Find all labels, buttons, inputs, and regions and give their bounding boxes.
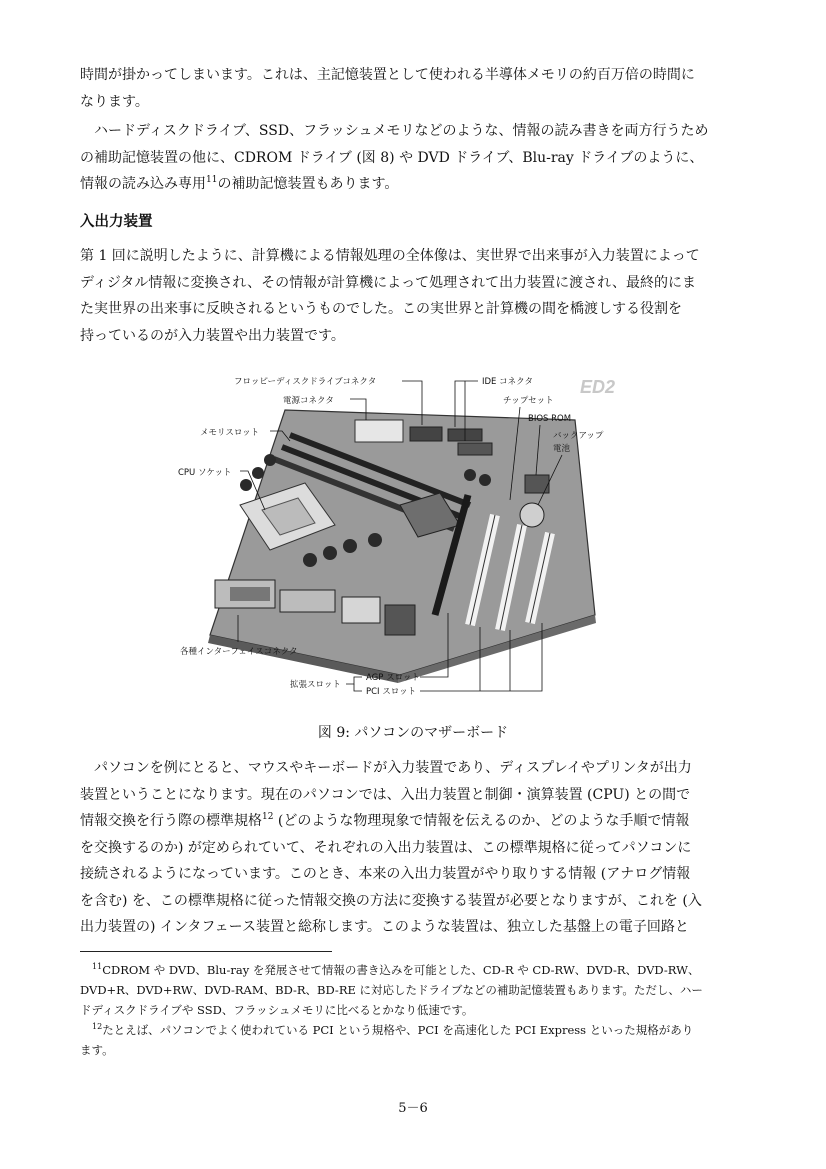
figure-caption: 図 9: パソコンのマザーボード (317, 725, 509, 741)
label-power: 電源コネクタ (283, 396, 334, 406)
label-backup-1: バックアップ (553, 431, 604, 441)
footnote-11: $^{11}$CDROM や DVD、Blu-ray を発展させて情報の書き込みを可能とした、CD-R や CD-RW、DVD-R、DVD-RW、 DVD+R、DVD+RW、DVD-RAM、BD-R、BD-RE に対応したドライブなどの補助記憶装置もあります。ただし、ハー ドディスクドライブや SSD、フラッシュメモリに比べるとかなり低速です。 (80, 962, 703, 1017)
logo: ED2 (580, 377, 616, 397)
label-cpu: CPU ソケット (178, 468, 232, 478)
power-connector (355, 420, 403, 442)
label-agp: AGP スロット (366, 673, 420, 683)
motherboard-figure (170, 365, 630, 705)
label-pci: PCI スロット (366, 687, 417, 697)
label-interface: 各種インターフェイスコネクタ (180, 647, 298, 657)
footnote-ref-11: 11 (206, 175, 218, 185)
page-number: 5－6 (398, 1101, 428, 1116)
label-bios: BIOS ROM (528, 414, 572, 424)
paragraph-2: ハードディスクドライブ、SSD、フラッシュメモリなどのような、情報の読み書きを両方行うため の補助記憶装置の他に、CDROM ドライブ (図 8) や DVD ドライブ、Blu-ray ドライブのように、 情報の読み込み専用$^{11}$の補助記憶装置もあります。 (80, 123, 709, 192)
label-backup-2: 電池 (553, 444, 571, 454)
label-ide: IDE コネクタ (482, 377, 533, 387)
label-memory: メモリスロット (200, 428, 260, 438)
paragraph-1: 時間が掛かってしまいます。これは、主記憶装置として使われる半導体メモリの約百万倍の時間に なります。 (80, 67, 695, 110)
paragraph-3: 第 1 回に説明したように、計算機による情報処理の全体像は、実世界で出来事が入力装置によって ディジタル情報に変換され、その情報が計算機によって処理されて出力装置に渡され、最終的にま た実世界の出来事に反映されるというものでした。この実世界と計算機の間を橋渡しする役割を 持っているのが入力装置や出力装置です。 (80, 248, 700, 344)
ide-connector-2 (458, 443, 492, 455)
floppy-connector (410, 427, 442, 441)
footnote-12: $^{12}$たとえば、パソコンでよく使われている PCI という規格や、PCI を高速化した PCI Express といった規格があり ます。 (80, 1022, 694, 1057)
label-chipset: チップセット (503, 396, 554, 406)
footnote-ref-12: 12 (262, 812, 274, 822)
label-floppy: フロッピーディスクドライブコネクタ (234, 377, 377, 387)
motherboard-diagram (170, 365, 630, 705)
label-expansion: 拡張スロット (290, 680, 341, 690)
paragraph-4: パソコンを例にとると、マウスやキーボードが入力装置であり、ディスプレイやプリンタが出力 装置ということになります。現在のパソコンでは、入出力装置と制御・演算装置 (CPU) との間で 情報交換を行う際の標準規格$^{12}$ (どのような物理現象で情報を伝えるのか、どのような手順で情報 を交換するのか) が定められていて、それぞれの入出力装置は、この標準規格に従ってパソコンに 接続されるようになっています。このとき、本来の入出力装置がやり取りする情報 (アナログ情報 を含む) を、この標準規格に従った情報交換の方法に変換する装置が必要となりますが、これを (入 出力装置の) インタフェース装置と総称します。このような装置は、独立した基盤上の電子回路と (80, 760, 702, 935)
footnote-rule (80, 951, 332, 952)
backup-battery (520, 503, 544, 527)
section-heading: 入出力装置 (80, 214, 153, 230)
